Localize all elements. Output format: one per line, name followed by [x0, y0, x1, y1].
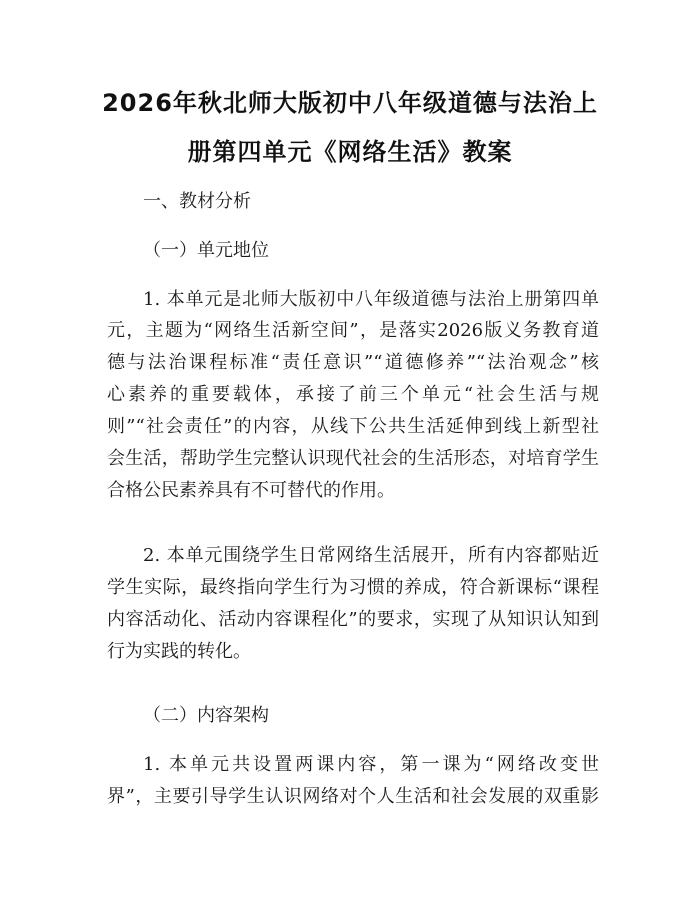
paragraph-line: 2. 本单元围绕学生日常网络生活展开，所有内容都贴近	[143, 545, 599, 566]
paragraph-line: 内容活动化、活动内容课程化”的要求，实现了从知识认知到	[107, 609, 599, 630]
subsection-heading: （二）内容架构	[143, 705, 269, 726]
paragraph-line: 元，主题为“网络生活新空间”，是落实2026版义务教育道	[107, 320, 599, 341]
paragraph-line: 则”“社会责任”的内容，从线下公共生活延伸到线上新型社	[107, 416, 599, 437]
paragraph-line: 会生活，帮助学生完整认识现代社会的生活形态，对培育学生	[107, 448, 599, 469]
paragraph-line: 行为实践的转化。	[107, 641, 251, 662]
document-title-line-1: 2026年秋北师大版初中八年级道德与法治上	[102, 89, 598, 117]
paragraph-line: 界”，主要引导学生认识网络对个人生活和社会发展的双重影	[107, 786, 599, 807]
section-heading: 一、教材分析	[143, 191, 251, 212]
paragraph-line: 合格公民素养具有不可替代的作用。	[107, 480, 395, 501]
paragraph-line: 1. 本单元共设置两课内容，第一课为“网络改变世	[143, 754, 599, 775]
paragraph-line: 学生实际，最终指向学生行为习惯的养成，符合新课标“课程	[107, 577, 599, 598]
paragraph-line: 1. 本单元是北师大版初中八年级道德与法治上册第四单	[143, 289, 599, 310]
subsection-heading: （一）单元地位	[143, 240, 269, 261]
paragraph-line: 心素养的重要载体，承接了前三个单元“社会生活与规	[107, 384, 599, 405]
document-title-line-2: 册第四单元《网络生活》教案	[187, 138, 513, 166]
paragraph-line: 德与法治课程标准“责任意识”“道德修养”“法治观念”核	[107, 352, 599, 373]
